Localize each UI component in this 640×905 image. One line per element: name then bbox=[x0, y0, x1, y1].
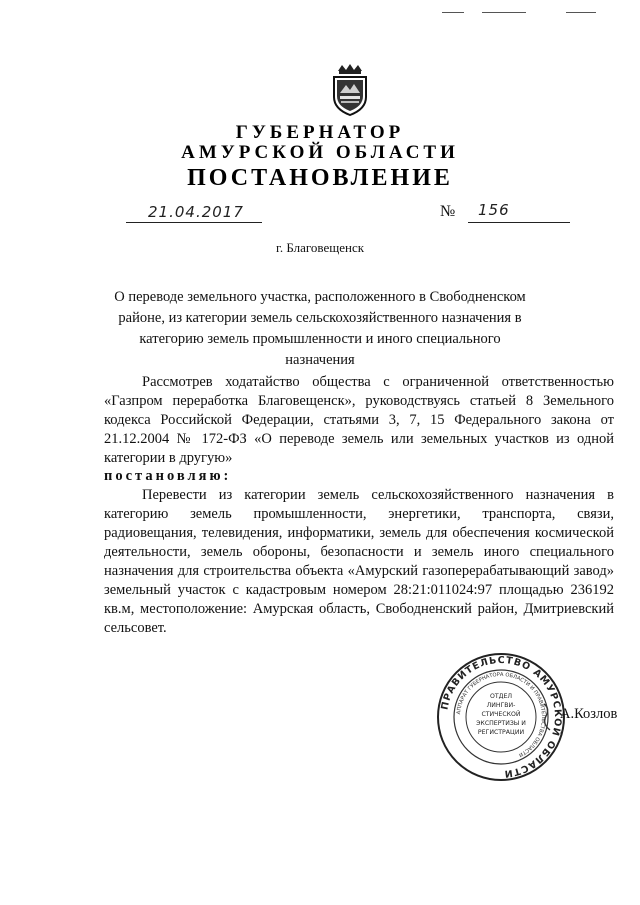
svg-text:ЛИНГВИ-: ЛИНГВИ- bbox=[486, 702, 516, 709]
resolution-paragraph: Перевести из категории земель сельскохозяйственного назначения в категорию земель промышленности, энергетики, транспорта, связи, радиовещания, телевидения, информатики, земель для обеспечения космической деятельности, земель обороны, безопасности и земель иного специального назначения для строительства объекта «Амурский газоперерабатывающий завод» земельный участок с кадастровым номером 28:21:011024:97 площадью 236192 кв.м, местоположение: Амурская область, Свободненский район, Дмитриевский сельсовет. bbox=[104, 487, 614, 636]
resolve-word: постановляю: bbox=[104, 468, 232, 484]
document-type-title: ПОСТАНОВЛЕНИЕ bbox=[187, 165, 453, 191]
scan-mark bbox=[482, 12, 526, 13]
scan-mark bbox=[566, 12, 596, 13]
preamble-paragraph: Рассмотрев ходатайство общества с ограниченной ответственностью «Газпром переработка Благовещенск», руководствуясь статьей 8 Земельного кодекса Российской Федерации, статьями 3, 7, 15 Федерального закона от 21.12.2004 № 172-ФЗ «О переводе земель или земельных участков из одной категории в другую» bbox=[104, 374, 614, 466]
authority-name-line1: ГУБЕРНАТОР bbox=[235, 122, 405, 143]
city-line: г. Благовещенск bbox=[275, 240, 365, 255]
coat-of-arms-emblem bbox=[330, 63, 370, 117]
svg-text:ЭКСПЕРТИЗЫ И: ЭКСПЕРТИЗЫ И bbox=[476, 720, 526, 727]
svg-text:СТИЧЕСКОЙ: СТИЧЕСКОЙ bbox=[481, 711, 521, 718]
authority-name-line2: АМУРСКОЙ ОБЛАСТИ bbox=[181, 142, 459, 163]
document-number: 156 bbox=[478, 201, 510, 219]
svg-text:РЕГИСТРАЦИИ: РЕГИСТРАЦИИ bbox=[477, 729, 525, 736]
official-seal-stamp bbox=[436, 652, 566, 782]
svg-text:АППАРАТ ГУБЕРНАТОРА ОБЛАСТИ И: АППАРАТ ГУБЕРНАТОРА ОБЛАСТИ И ПРАВИТЕЛЬСТВА ОБЛАСТИ bbox=[456, 671, 547, 758]
number-sign: № bbox=[440, 203, 456, 220]
document-date: 21.04.2017 bbox=[148, 203, 244, 221]
document-subject: О переводе земельного участка, расположенного в Свободненском районе, из категории земель сельскохозяйственного назначения в категорию земель промышленности и иного специального назначения bbox=[114, 289, 526, 368]
svg-text:ПРАВИТЕЛЬСТВО АМУРСКОЙ ОБЛАСТИ: ПРАВИТЕЛЬСТВО АМУРСКОЙ ОБЛАСТИ bbox=[439, 654, 564, 780]
signer-name: А.Козлов bbox=[560, 706, 618, 722]
scan-mark bbox=[442, 12, 464, 13]
svg-text:ОТДЕЛ: ОТДЕЛ bbox=[489, 693, 513, 700]
